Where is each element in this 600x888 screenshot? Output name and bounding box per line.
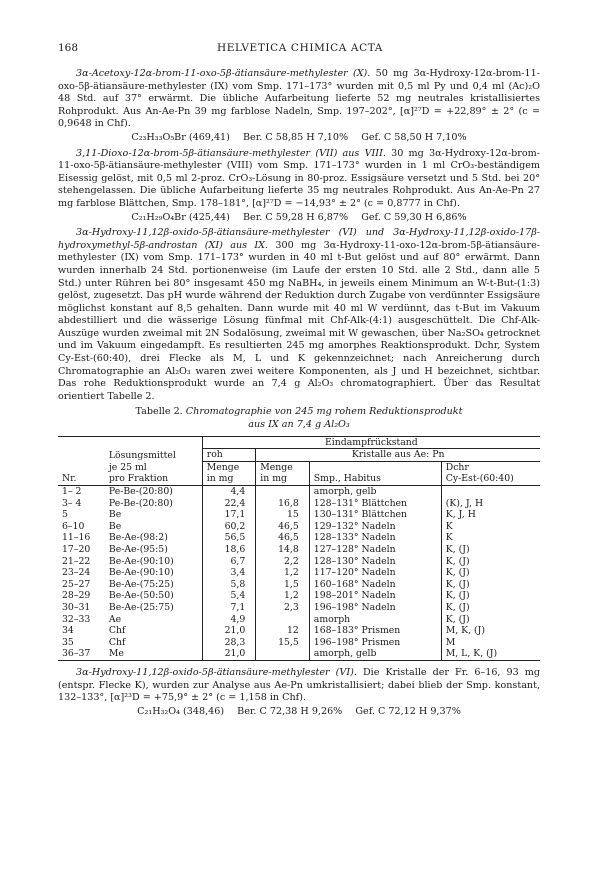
cell-solvent: Pe-Be-(20:80): [108, 486, 173, 497]
cell-solvent: Chf: [108, 636, 126, 648]
found-values: Gef. C 59,30 H 6,86%: [361, 211, 467, 223]
header-cell: [58, 436, 105, 449]
cell-nr: 1– 2: [62, 486, 82, 497]
cell-smp-habitus: amorph, gelb: [309, 648, 441, 660]
compound-title: 3α-Hydroxy-11,12β-oxido-5β-ätiansäure-methylester (VI).: [76, 666, 357, 678]
cell-dchr: M: [441, 637, 540, 649]
table-row: [58, 498, 540, 510]
cell-solvent: Be-Ae-(75:25): [108, 578, 174, 590]
cell-menge-kristalle: 46,5: [256, 521, 310, 533]
header-solvent-3: pro Fraktion: [108, 473, 169, 485]
cell-menge-roh: 17,1: [202, 509, 256, 521]
cell-dchr: K, (J): [441, 614, 540, 626]
cell-dchr: (K), J, H: [441, 498, 540, 510]
compound-title: 3α-Hydroxy-11,12β-oxido-5β-ätiansäure-methylester (VI) und 3α-Hydroxy-11,12β-oxido-17β-hydroxymethyl-5β-androstan (XI) aus IX.: [58, 227, 540, 251]
compound-title: 3,11-Dioxo-12α-brom-5β-ätiansäure-methylester (VII) aus VIII.: [76, 147, 386, 159]
header-menge-roh: Menge: [202, 461, 256, 473]
header-eindampfrueckstand: Eindampfrückstand: [202, 436, 540, 449]
cell-smp-habitus: 196–198° Prismen: [309, 637, 441, 649]
table-row: [58, 648, 540, 660]
table-row: [58, 614, 540, 626]
paragraph-text: 30 mg 3α-Hydroxy-12α-brom-11-oxo-5β-ätiansäure-methylester (VIII) vom Smp. 171–173° wurden in 1 ml CrO₃-beständigem Eisessig gelöst, mit 0,5 ml 2-proz. CrO₃-Lösung in 80-proz. Essigsäure versetzt und 5 Std. bei 20° stehengelassen. Die übliche Aufarbeitung lieferte 35 mg neutrales Rohprodukt. Aus An-Ae-Pn 27 mg farblose Blättchen, Smp. 178–181°, [α]²⁷D = −14,93° ± 2° (c = 0,8777 in Chf).: [58, 147, 540, 209]
molecular-formula: C₂₁H₃₂O₄ (348,46): [137, 705, 225, 717]
cell-menge-roh: 21,0: [202, 625, 256, 637]
table-caption: [58, 406, 540, 419]
cell-nr: 35: [62, 636, 74, 648]
table-body: [58, 486, 540, 661]
cell-smp-habitus: 198–201° Nadeln: [309, 590, 441, 602]
cell-dchr: K, J, H: [441, 509, 540, 521]
calculated-values: Ber. C 59,28 H 6,87%: [242, 211, 349, 223]
cell-solvent: Pe-Be-(20:80): [108, 497, 173, 509]
cell-nr: 5: [62, 509, 68, 521]
cell-smp-habitus: 128–131° Blättchen: [309, 498, 441, 510]
cell-dchr: M, L, K, (J): [441, 648, 540, 660]
cell-dchr: K, (J): [441, 579, 540, 591]
cell-solvent: Be: [108, 509, 122, 521]
header-kristalle: Kristalle aus Ae: Pn: [256, 449, 540, 462]
paragraph-compound-vii: [58, 148, 540, 211]
compound-title: 3α-Acetoxy-12α-brom-11-oxo-5β-ätiansäure-methylester (X).: [76, 68, 371, 79]
cell-nr: 34: [62, 625, 74, 637]
cell-menge-kristalle: 2,3: [256, 602, 310, 614]
analysis-line: [58, 132, 540, 145]
table-row: [58, 556, 540, 568]
article-body: [58, 68, 540, 721]
header-nr: Nr.: [62, 473, 77, 485]
cell-nr: 28–29: [62, 590, 91, 602]
header-roh: roh: [202, 449, 256, 462]
analysis-line: [58, 706, 540, 719]
table-row: [58, 579, 540, 591]
cell-dchr: K, (J): [441, 544, 540, 556]
cell-menge-kristalle: 1,2: [256, 590, 310, 602]
cell-solvent: Be: [108, 520, 122, 532]
cell-solvent: Be-Ae-(90:10): [108, 567, 174, 579]
cell-nr: 17–20: [62, 543, 91, 555]
cell-dchr: M, K, (J): [441, 625, 540, 637]
header-dchr: Dchr: [441, 461, 540, 473]
cell-menge-kristalle: 1,5: [256, 579, 310, 591]
calculated-values: Ber. C 72,38 H 9,26%: [237, 705, 343, 717]
cell-menge-kristalle: 16,8: [256, 498, 310, 510]
header-solvent-2: je 25 ml: [108, 461, 147, 473]
header-solvent-1: Lösungsmittel: [108, 449, 176, 461]
cell-smp-habitus: 128–133° Nadeln: [309, 532, 441, 544]
calculated-values: Ber. C 58,85 H 7,10%: [242, 131, 349, 143]
analysis-line: [58, 212, 540, 225]
table-label: Tabelle 2.: [135, 406, 183, 418]
table-row: [58, 637, 540, 649]
cell-dchr: [441, 486, 540, 498]
chromatography-table: [58, 436, 540, 661]
journal-title: HELVETICA CHIMICA ACTA: [217, 42, 383, 54]
table-row: [58, 544, 540, 556]
paragraph-compound-x: [58, 68, 540, 131]
cell-menge-roh: 3,4: [202, 567, 256, 579]
cell-solvent: Be-Ae-(50:50): [108, 590, 174, 602]
cell-smp-habitus: amorph, gelb: [309, 486, 441, 498]
cell-smp-habitus: 168–183° Prismen: [309, 625, 441, 637]
cell-menge-kristalle: [256, 614, 310, 626]
cell-nr: 25–27: [62, 578, 91, 590]
header-cell: [309, 461, 441, 473]
table-row: [58, 567, 540, 579]
cell-menge-roh: 4,9: [202, 614, 256, 626]
header-cell: [58, 461, 105, 473]
cell-smp-habitus: 196–198° Nadeln: [309, 602, 441, 614]
cell-menge-roh: 18,6: [202, 544, 256, 556]
table-row: [58, 509, 540, 521]
cell-nr: 21–22: [62, 555, 91, 567]
cell-nr: 36–37: [62, 648, 91, 660]
cell-menge-roh: 5,4: [202, 590, 256, 602]
cell-nr: 23–24: [62, 567, 91, 579]
cell-smp-habitus: 130–131° Blättchen: [309, 509, 441, 521]
cell-menge-kristalle: 46,5: [256, 532, 310, 544]
cell-dchr: K, (J): [441, 556, 540, 568]
cell-menge-kristalle: 12: [256, 625, 310, 637]
cell-menge-roh: 6,7: [202, 556, 256, 568]
cell-solvent: Be-Ae-(95:5): [108, 543, 168, 555]
page-number: 168: [58, 42, 79, 54]
found-values: Gef. C 58,50 H 7,10%: [361, 131, 467, 143]
cell-solvent: Be-Ae-(25:75): [108, 601, 174, 613]
molecular-formula: C₂₃H₃₃O₅Br (469,41): [131, 131, 230, 143]
cell-menge-kristalle: [256, 486, 310, 498]
paragraph-compound-vi-xi: [58, 227, 540, 403]
cell-menge-roh: 28,3: [202, 637, 256, 649]
table-row: [58, 521, 540, 533]
cell-dchr: K, (J): [441, 590, 540, 602]
header-dchr-system: Cy-Est-(60:40): [441, 473, 540, 485]
table-row: [58, 532, 540, 544]
table-row: [58, 602, 540, 614]
table-row: [58, 590, 540, 602]
cell-menge-roh: 56,5: [202, 532, 256, 544]
paragraph-text: Die Kristalle der Fr. 6–16, 93 mg (entspr. Flecke K), wurden zur Analyse aus Ae-Pn umkristallisiert; dabei blieb der Smp. konstant, 132–133°, [α]²³D = +75,9° ± 2° (c = 1,158 in Chf).: [58, 666, 540, 704]
cell-menge-kristalle: 2,2: [256, 556, 310, 568]
cell-dchr: K: [441, 521, 540, 533]
cell-menge-kristalle: [256, 648, 310, 660]
cell-nr: 6–10: [62, 520, 85, 532]
header-cell: [58, 449, 105, 462]
cell-menge-roh: 5,8: [202, 579, 256, 591]
cell-menge-roh: 60,2: [202, 521, 256, 533]
header-menge-kristalle: Menge: [256, 461, 310, 473]
cell-nr: 32–33: [62, 613, 91, 625]
cell-smp-habitus: 129–132° Nadeln: [309, 521, 441, 533]
cell-dchr: K, (J): [441, 602, 540, 614]
paragraph-compound-vi: [58, 667, 540, 705]
molecular-formula: C₂₁H₂₉O₄Br (425,44): [131, 211, 230, 223]
cell-nr: 11–16: [62, 532, 91, 544]
cell-smp-habitus: 128–130° Nadeln: [309, 556, 441, 568]
paragraph-text: 50 mg 3α-Hydroxy-12α-brom-11-oxo-5β-ätiansäure-methylester (IX) vom Smp. 171–173° wurden mit 0,5 ml Py und 0,4 ml (Ac)₂O 48 Std. auf 37° erwärmt. Die übliche Aufarbeitung lieferte 52 mg neutrales kristallisiertes Rohprodukt. Aus An-Ae-Pn 39 mg farblose Nadeln, Smp. 197–202°, [α]²⁷D = +22,89° ± 2° (c = 0,9648 in Chf).: [58, 68, 540, 130]
cell-solvent: Me: [108, 648, 124, 660]
cell-solvent: Ae: [108, 613, 122, 625]
cell-nr: 30–31: [62, 601, 91, 613]
cell-solvent: Chf: [108, 625, 126, 637]
found-values: Gef. C 72,12 H 9,37%: [355, 705, 461, 717]
cell-menge-roh: 21,0: [202, 648, 256, 660]
cell-dchr: K, (J): [441, 567, 540, 579]
cell-dchr: K: [441, 532, 540, 544]
table-caption-line2: aus IX an 7,4 g Al₂O₃: [248, 419, 350, 431]
cell-menge-roh: 4,4: [202, 486, 256, 498]
cell-smp-habitus: amorph: [309, 614, 441, 626]
table-caption-text: Chromatographie von 245 mg rohem Reduktionsprodukt: [185, 406, 463, 418]
paragraph-text: 300 mg 3α-Hydroxy-11-oxo-12α-brom-5β-ätiansäure-methylester (IX) vom Smp. 171–173° wurden in 40 ml t-But gelöst und auf 80° erwärmt. Dann wurden innerhalb 24 Std. portionenweise (im Laufe der ersten 10 Std. alle 2 Std., dann alle 5 Std.) unter Rühren bei 80° insgesamt 450 mg NaBH₄, in jeweils einem Minimum an W-t-But-(1:3) gelöst, zugesetzt. Das pH wurde während der Reduktion durch Zugabe von verdünnter Essigsäure möglichst konstant auf 8,5 gehalten. Dann wurde mit 40 ml W verdünnt, das t-But im Vakuum abdestilliert und die wässerige Lösung fünfmal mit Chf-Alk-(4:1) ausgeschüttelt. Die Chf-Alk-Auszüge wurden zweimal mit 2N Sodalösung, zweimal mit W gewaschen, über Na₂SO₄ getrocknet und im Vakuum eingedampft. Es resultierten 245 mg amorphes Reaktionsprodukt. Dchr, System Cy-Est-(60:40), drei Flecke als M, L und K gekennzeichnet; nach Anreicherung durch Chromatographie an Al₂O₃ waren zwei weitere Komponenten, als J und H bezeichnet, sichtbar. Das rohe Reduktionsprodukt wurde an 7,4 g Al₂O₃ chromatographiert. Über das Resultat orientiert Tabelle 2.: [58, 239, 540, 402]
cell-smp-habitus: 117–120° Nadeln: [309, 567, 441, 579]
header-cell: [105, 436, 202, 449]
table-row: [58, 486, 540, 498]
header-unit-kristalle: in mg: [256, 473, 310, 485]
cell-menge-roh: 22,4: [202, 498, 256, 510]
cell-menge-roh: 7,1: [202, 602, 256, 614]
cell-menge-kristalle: 15,5: [256, 637, 310, 649]
header-smp: Smp., Habitus: [309, 473, 441, 485]
cell-nr: 3– 4: [62, 497, 82, 509]
cell-solvent: Be-Ae-(90:10): [108, 555, 174, 567]
running-header: [58, 42, 542, 54]
cell-solvent: Be-Ae-(98:2): [108, 532, 168, 544]
table-row: [58, 625, 540, 637]
header-unit-roh: in mg: [202, 473, 256, 485]
cell-smp-habitus: 127–128° Nadeln: [309, 544, 441, 556]
cell-menge-kristalle: 1,2: [256, 567, 310, 579]
cell-menge-kristalle: 15: [256, 509, 310, 521]
cell-menge-kristalle: 14,8: [256, 544, 310, 556]
cell-smp-habitus: 160–168° Nadeln: [309, 579, 441, 591]
